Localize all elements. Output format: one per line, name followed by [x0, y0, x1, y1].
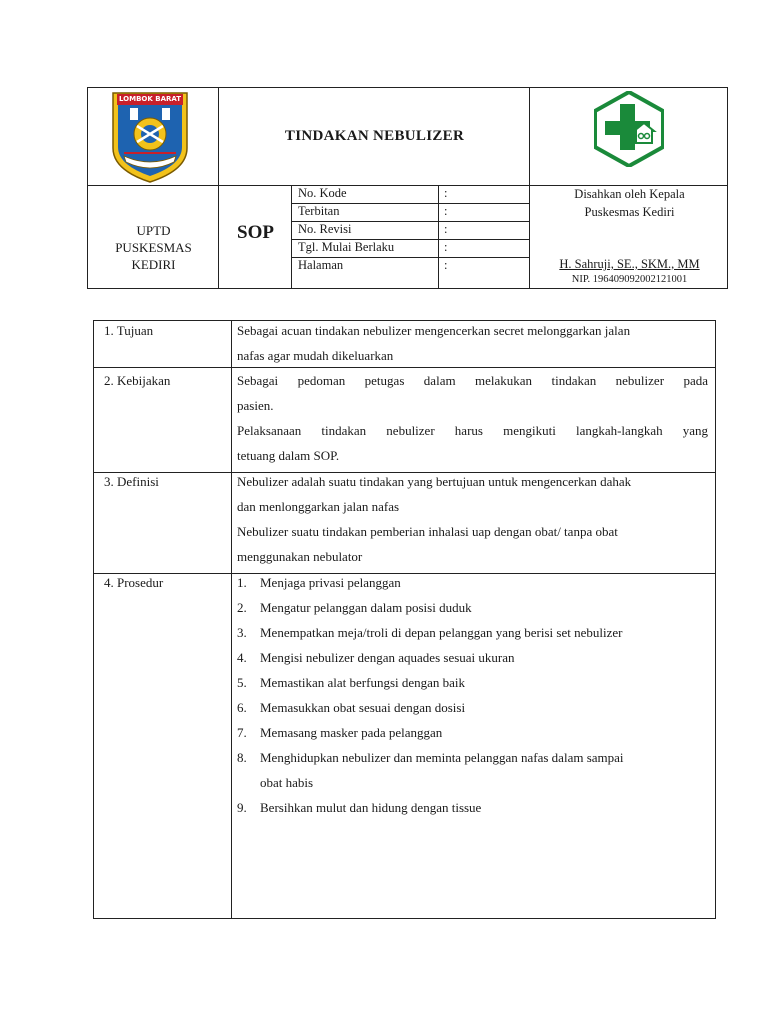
text-line: tetuang dalam SOP. [237, 448, 340, 463]
row-content-tujuan [237, 318, 708, 368]
row-label-definisi: 3. Definisi [104, 474, 159, 489]
procedure-step: 8. Menghidupkan nebulizer dan meminta pelanggan nafas dalam sampai [237, 750, 624, 765]
field-colon: : [444, 258, 448, 272]
procedure-step-continuation: obat habis [260, 775, 314, 790]
unit-line-2: PUSKESMAS [115, 240, 192, 255]
text-line: Nebulizer adalah suatu tindakan yang bertujuan untuk mengencerkan dahak [237, 474, 632, 489]
text-line: pasien. [237, 398, 274, 413]
lombok-barat-emblem [110, 90, 190, 184]
procedure-steps [237, 570, 624, 820]
field-no-revisi: No. Revisi [298, 222, 352, 236]
sop-header-table [87, 87, 728, 289]
procedure-step: 1. Menjaga privasi pelanggan [237, 575, 401, 590]
procedure-step: 9. Bersihkan mulut dan hidung dengan tissue [237, 800, 482, 815]
field-terbitan: Terbitan [298, 204, 340, 218]
row-label-tujuan: 1. Tujuan [104, 323, 154, 338]
text-line: Sebagai acuan tindakan nebulizer mengencerkan secret melonggarkan jalan [237, 323, 631, 338]
emblem-banner-text: LOMBOK BARAT [118, 95, 182, 103]
row-label-prosedur: 4. Prosedur [104, 575, 164, 590]
sop-label: SOP [237, 222, 274, 243]
unit-line-1: UPTD [136, 223, 171, 238]
text-line: nafas agar mudah dikeluarkan [237, 348, 394, 363]
unit-name [88, 222, 219, 273]
unit-line-3: KEDIRI [131, 257, 176, 272]
procedure-step: 6. Memasukkan obat sesuai dengan dosisi [237, 700, 466, 715]
row-content-definisi [237, 469, 708, 569]
text-line: Sebagai pedoman petugas dalam melakukan tindakan nebulizer pada [237, 373, 708, 388]
field-colon: : [444, 186, 448, 200]
field-no-kode: No. Kode [298, 186, 347, 200]
signatory-nip: NIP. 196409092002121001 [571, 274, 688, 285]
procedure-step: 2. Mengatur pelanggan dalam posisi duduk [237, 600, 472, 615]
row-content-kebijakan [237, 368, 708, 468]
field-colon: : [444, 240, 448, 254]
field-halaman: Halaman [298, 258, 344, 272]
procedure-step: 5. Memastikan alat berfungsi dengan baik [237, 675, 466, 690]
approval-line-1: Disahkan oleh Kepala [574, 187, 685, 201]
procedure-step: 3. Menempatkan meja/troli di depan pelanggan yang berisi set nebulizer [237, 625, 623, 640]
puskesmas-logo [594, 91, 664, 167]
field-tgl-mulai-berlaku: Tgl. Mulai Berlaku [298, 240, 395, 254]
document-title: TINDAKAN NEBULIZER [284, 128, 465, 144]
text-line: dan menlonggarkan jalan nafas [237, 499, 400, 514]
text-line: menggunakan nebulator [237, 549, 363, 564]
field-colon: : [444, 222, 448, 236]
procedure-step: 4. Mengisi nebulizer dengan aquades sesuai ukuran [237, 650, 515, 665]
procedure-step: 7. Memasang masker pada pelanggan [237, 725, 443, 740]
approval-line-2: Puskesmas Kediri [584, 205, 675, 219]
row-label-kebijakan: 2. Kebijakan [104, 373, 171, 388]
text-line: Pelaksanaan tindakan nebulizer harus mengikuti langkah-langkah yang [237, 423, 708, 438]
text-line: Nebulizer suatu tindakan pemberian inhalasi uap dengan obat/ tanpa obat [237, 524, 618, 539]
field-colon: : [444, 204, 448, 218]
signatory-name: H. Sahruji, SE., SKM., MM [559, 257, 700, 271]
sop-content-table [93, 320, 716, 919]
